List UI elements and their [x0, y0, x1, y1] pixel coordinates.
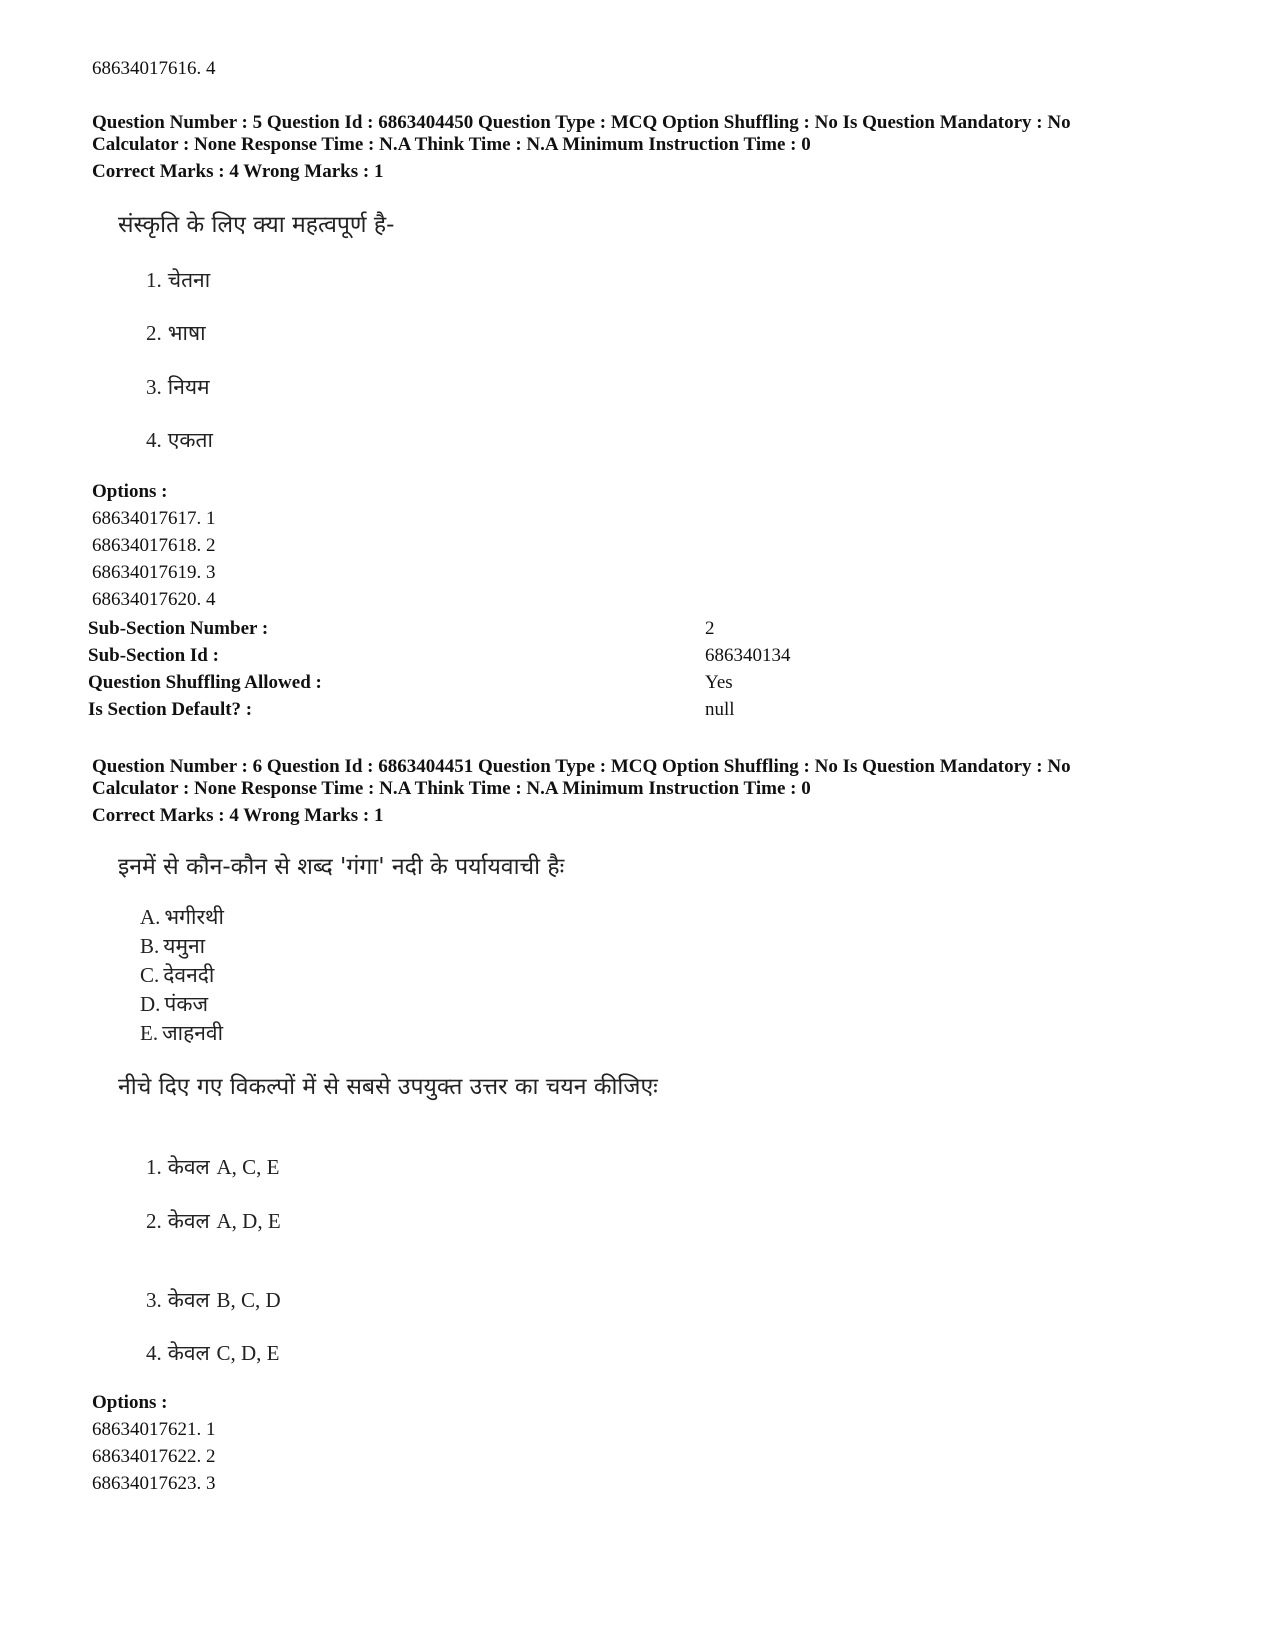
- q6-choice-number: 4.: [146, 1341, 162, 1365]
- q6-header-line-1: Question Number : 6 Question Id : 6863404451 Question Type : MCQ Option Shuffling : No Is Question Mandatory : No: [92, 756, 1071, 777]
- q6-item: [140, 1019, 223, 1047]
- q6-choice-number: 3.: [146, 1288, 162, 1312]
- q5-option-id: 68634017618. 2: [92, 535, 216, 556]
- subsection-id-label: Sub-Section Id :: [88, 645, 219, 666]
- q5-choice-number: 4.: [146, 428, 162, 452]
- q6-item: [140, 903, 224, 931]
- q6-item: [140, 932, 205, 960]
- q6-choice-word: केवल: [167, 1209, 210, 1233]
- q6-choice: [146, 1153, 279, 1181]
- q6-item-letter: E.: [140, 1021, 159, 1045]
- q5-choice-text: भाषा: [167, 321, 206, 345]
- previous-option-line: 68634017616. 4: [92, 58, 216, 79]
- q5-choice-number: 3.: [146, 375, 162, 399]
- subsection-id-value: 686340134: [705, 645, 791, 666]
- q6-choice-letters: C, D, E: [216, 1341, 280, 1365]
- q6-item-text: पंकज: [164, 992, 209, 1016]
- q6-item: [140, 961, 214, 989]
- q6-choice-letters: A, C, E: [216, 1155, 280, 1179]
- q5-header-line-2: Calculator : None Response Time : N.A Think Time : N.A Minimum Instruction Time : 0: [92, 134, 811, 155]
- q6-choice-letters: A, D, E: [216, 1209, 281, 1233]
- q6-choice: [146, 1339, 279, 1367]
- q5-choice-number: 2.: [146, 321, 162, 345]
- q6-choice-letters: B, C, D: [216, 1288, 281, 1312]
- q6-option-id: 68634017622. 2: [92, 1446, 216, 1467]
- q6-option-id: 68634017621. 1: [92, 1419, 216, 1440]
- q5-choice: [146, 266, 210, 294]
- q5-option-id: 68634017617. 1: [92, 508, 216, 529]
- q6-question-text: इनमें से कौन-कौन से शब्द 'गंगा' नदी के पर्यायवाची हैः: [118, 854, 565, 880]
- q6-item-text: भगीरथी: [164, 905, 224, 929]
- q5-choice: [146, 373, 210, 401]
- q6-choice-number: 2.: [146, 1209, 162, 1233]
- question-shuffling-value: Yes: [705, 672, 733, 693]
- section-default-value: null: [705, 699, 735, 720]
- q5-marks: Correct Marks : 4 Wrong Marks : 1: [92, 161, 384, 182]
- q5-choice-number: 1.: [146, 268, 162, 292]
- q6-marks: Correct Marks : 4 Wrong Marks : 1: [92, 805, 384, 826]
- q5-question-text: संस्कृति के लिए क्या महत्वपूर्ण है-: [118, 212, 395, 238]
- q5-choice: [146, 426, 213, 454]
- q6-item-letter: B.: [140, 934, 160, 958]
- subsection-number-label: Sub-Section Number :: [88, 618, 269, 639]
- q6-choice-word: केवल: [167, 1288, 210, 1312]
- q5-option-id: 68634017620. 4: [92, 589, 216, 610]
- q5-options-label: Options :: [92, 481, 168, 502]
- q6-choice-word: केवल: [167, 1341, 210, 1365]
- q5-choice-text: नियम: [167, 375, 210, 399]
- q6-choice-word: केवल: [167, 1155, 210, 1179]
- q6-instruction-text: नीचे दिए गए विकल्पों में से सबसे उपयुक्त उत्तर का चयन कीजिएः: [118, 1074, 658, 1100]
- question-shuffling-label: Question Shuffling Allowed :: [88, 672, 322, 693]
- q6-option-id: 68634017623. 3: [92, 1473, 216, 1494]
- q6-item: [140, 990, 208, 1018]
- q6-item-letter: C.: [140, 963, 160, 987]
- q6-item-text: जाहनवी: [162, 1021, 224, 1045]
- q6-choice-number: 1.: [146, 1155, 162, 1179]
- q6-choice: [146, 1207, 281, 1235]
- q6-header-line-2: Calculator : None Response Time : N.A Think Time : N.A Minimum Instruction Time : 0: [92, 778, 811, 799]
- q6-choice: [146, 1286, 281, 1314]
- q5-header-line-1: Question Number : 5 Question Id : 6863404450 Question Type : MCQ Option Shuffling : No Is Question Mandatory : No: [92, 112, 1071, 133]
- q6-options-label: Options :: [92, 1392, 168, 1413]
- q6-item-text: यमुना: [163, 934, 206, 958]
- q6-item-letter: A.: [140, 905, 161, 929]
- q5-choice: [146, 319, 206, 347]
- q6-item-text: देवनदी: [163, 963, 215, 987]
- q6-item-letter: D.: [140, 992, 161, 1016]
- q5-choice-text: एकता: [167, 428, 213, 452]
- q5-option-id: 68634017619. 3: [92, 562, 216, 583]
- q5-choice-text: चेतना: [167, 268, 211, 292]
- section-default-label: Is Section Default? :: [88, 699, 253, 720]
- subsection-number-value: 2: [705, 618, 715, 639]
